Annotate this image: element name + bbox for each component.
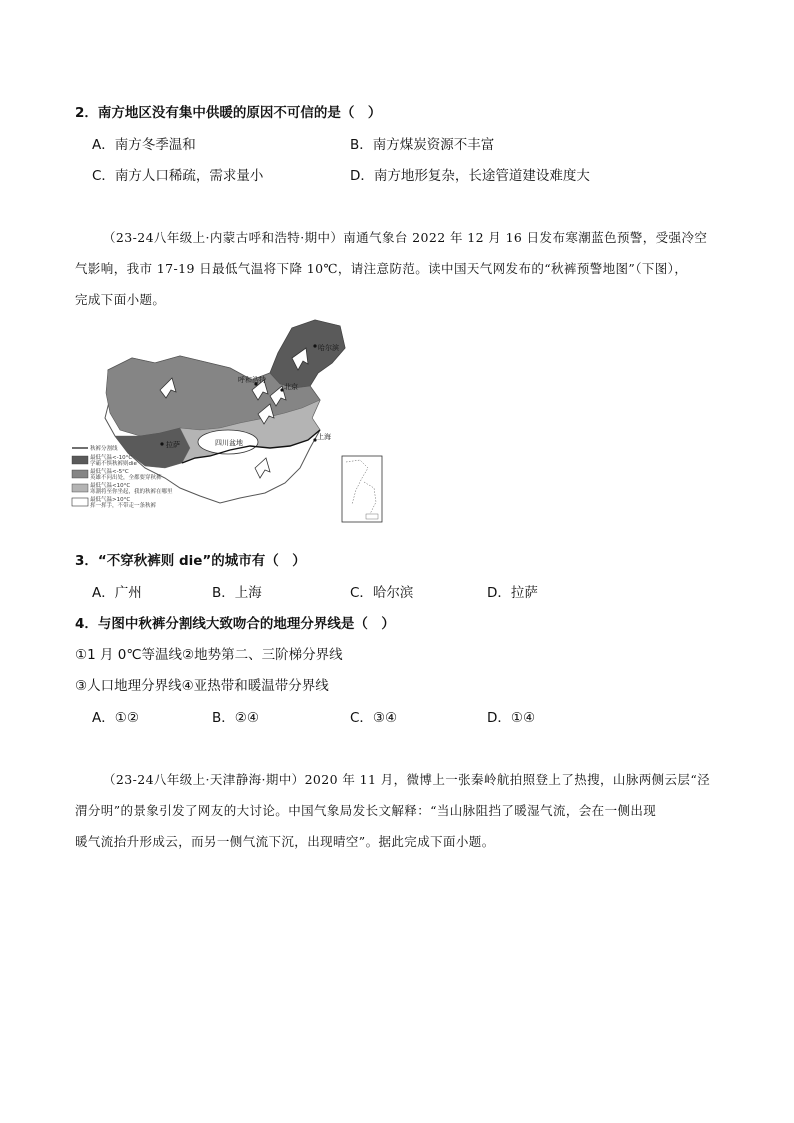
passage1-line2: 气影响，我市 17-19 日最低气温将下降 10℃，请注意防范。读中国天气网发布的“秋裤预警地图”（下图）， (75, 261, 688, 276)
passage2-line2: 渭分明”的景象引发了网友的大讨论。中国气象局发长文解释：“当山脉阻挡了暖湿气流，会在一侧出现 (75, 803, 657, 818)
legend-4-title: 最低气温>10°C (90, 497, 131, 503)
passage1-line3: 完成下面小题。 (75, 292, 166, 307)
q3-option-a[interactable]: A．广州 (92, 585, 142, 601)
legend-1-desc: 学霸不惧秋裤则die (90, 461, 137, 467)
city-hohhot: 呼和浩特 (238, 376, 266, 384)
legend-2-desc: 英雄不问出处，全都要穿秋裤 (90, 475, 162, 481)
passage2-line3: 暖气流抬升形成云，而另一侧气流下沉，出现晴空”。据此完成下面小题。 (75, 834, 495, 849)
q3-option-b[interactable]: B．上海 (212, 585, 262, 601)
q4-statement-1: ①1 月 0℃等温线②地势第二、三阶梯分界线 (75, 647, 343, 663)
passage1-line1: （23-24八年级上·内蒙古呼和浩特·期中）南通气象台 2022 年 12 月 16 日发布寒潮蓝色预警，受强冷空 (103, 230, 708, 245)
city-beijing: 北京 (284, 383, 298, 391)
q4-statement-2: ③人口地理分界线④亚热带和暖温带分界线 (75, 678, 329, 694)
legend-2-title: 最低气温<-5°C (90, 469, 129, 475)
passage2-line1: （23-24八年级上·天津静海·期中）2020 年 11 月，微博上一张秦岭航拍照登上了热搜，山脉两侧云层“泾 (103, 772, 711, 787)
q4-stem: 4．与图中秋裤分割线大致吻合的地理分界线是（ ） (75, 616, 395, 632)
legend-3-title: 最低气温<10°C (90, 483, 131, 489)
q2-option-d[interactable]: D．南方地形复杂，长途管道建设难度大 (350, 168, 590, 184)
q4-option-b[interactable]: B．②④ (212, 710, 259, 726)
map-svg (70, 318, 388, 528)
city-shanghai: 上海 (317, 433, 331, 441)
q2-option-a[interactable]: A．南方冬季温和 (92, 137, 196, 153)
south-china-sea-inset (342, 456, 382, 522)
q3-option-d[interactable]: D．拉萨 (487, 585, 538, 601)
q4-option-d[interactable]: D．①④ (487, 710, 536, 726)
q2-option-c[interactable]: C．南方人口稀疏，需求量小 (92, 168, 264, 184)
q2-option-b[interactable]: B．南方煤炭资源不丰富 (350, 137, 495, 153)
q4-option-c[interactable]: C．③④ (350, 710, 398, 726)
legend-dividing-line: 秋裤分割线 (90, 446, 118, 452)
legend-4-desc: 挥一挥手，不带走一条秋裤 (90, 503, 157, 509)
qiuku-warning-map (70, 318, 388, 528)
legend-3-desc: 寒潮将至你坐起，我的秋裤在哪里 (90, 489, 173, 495)
legend-1-title: 最低气温<-10°C (90, 455, 133, 461)
q2-stem: 2．南方地区没有集中供暖的原因不可信的是（ ） (75, 105, 382, 121)
city-lhasa: 拉萨 (166, 441, 180, 449)
city-harbin: 哈尔滨 (318, 344, 339, 352)
q3-stem: 3．“不穿秋裤则 die”的城市有（ ） (75, 553, 306, 569)
northeast-darkest-zone (270, 320, 345, 388)
q3-option-c[interactable]: C．哈尔滨 (350, 585, 414, 601)
label-sichuan-basin: 四川盆地 (215, 439, 243, 447)
q4-option-a[interactable]: A．①② (92, 710, 139, 726)
